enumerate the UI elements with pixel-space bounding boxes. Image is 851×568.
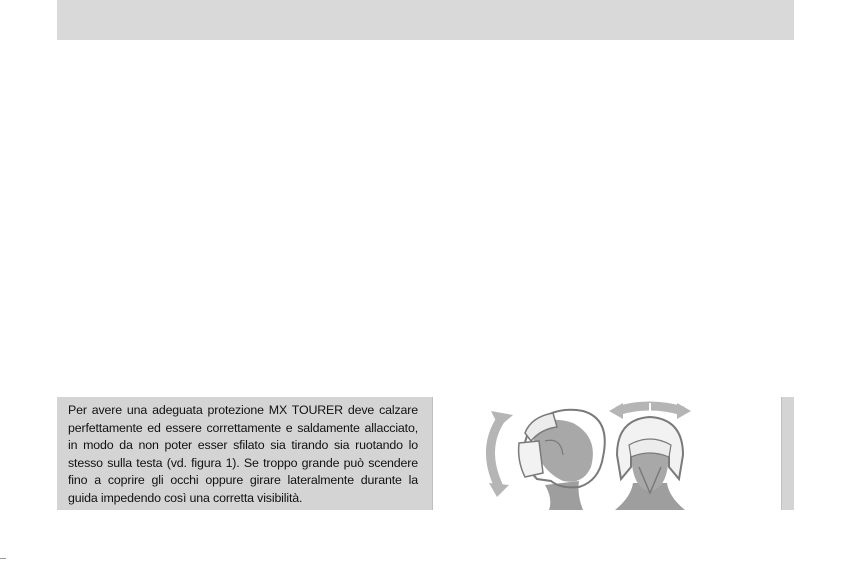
helmet-front-rotation-icon <box>609 403 691 510</box>
crop-mark <box>0 558 6 559</box>
helmet-side-rotation-icon <box>489 410 605 510</box>
header-band <box>57 0 794 40</box>
figure-1 <box>432 397 782 510</box>
helmet-fit-paragraph: Per avere una adeguata protezione MX TOURER deve calzare perfettamente ed essere correttamente e saldamente allacciato, in modo da non poter esser sfilato sia tirando sia ruotando lo stesso sulla testa (vd. figura 1). Se troppo grande può scendere fino a coprire gli occhi oppure girare lateralmente durante la guida impedendo così una corretta visibilità. <box>68 403 418 505</box>
